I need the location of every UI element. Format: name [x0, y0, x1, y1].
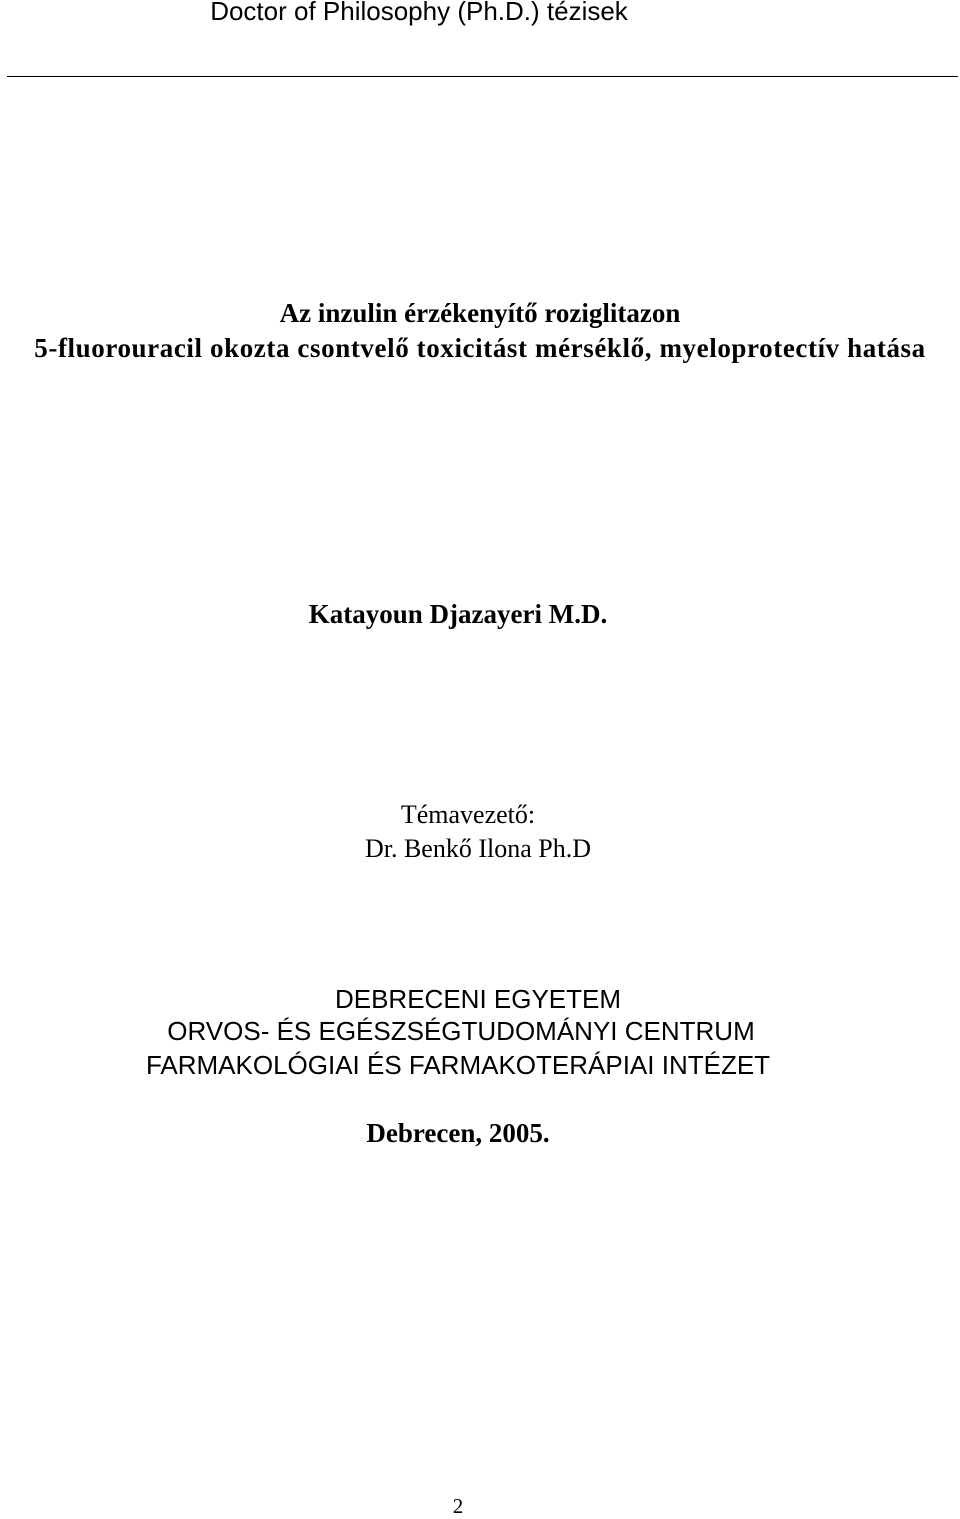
- thesis-title-line-2: 5-fluorouracil okozta csontvelő toxicitást mérséklő, myeloprotectív hatása: [34, 333, 926, 363]
- institution-university: DEBRECENI EGYETEM: [334, 984, 622, 1014]
- institution-center: ORVOS- ÉS EGÉSZSÉGTUDOMÁNYI CENTRUM: [167, 1016, 755, 1046]
- thesis-title-line-1: Az inzulin érzékenyítő roziglitazon: [279, 298, 681, 328]
- supervisor-name: Dr. Benkő Ilona Ph.D: [364, 834, 592, 863]
- supervisor-label: Témavezető:: [400, 800, 536, 829]
- place-and-date: Debrecen, 2005.: [366, 1118, 550, 1148]
- header-title: Doctor of Philosophy (Ph.D.) tézisek: [210, 0, 628, 26]
- institution-department: FARMAKOLÓGIAI ÉS FARMAKOTERÁPIAI INTÉZET: [145, 1050, 771, 1080]
- header-divider: [7, 76, 958, 77]
- page-number: 2: [452, 1494, 464, 1518]
- author-name: Katayoun Djazayeri M.D.: [308, 599, 608, 629]
